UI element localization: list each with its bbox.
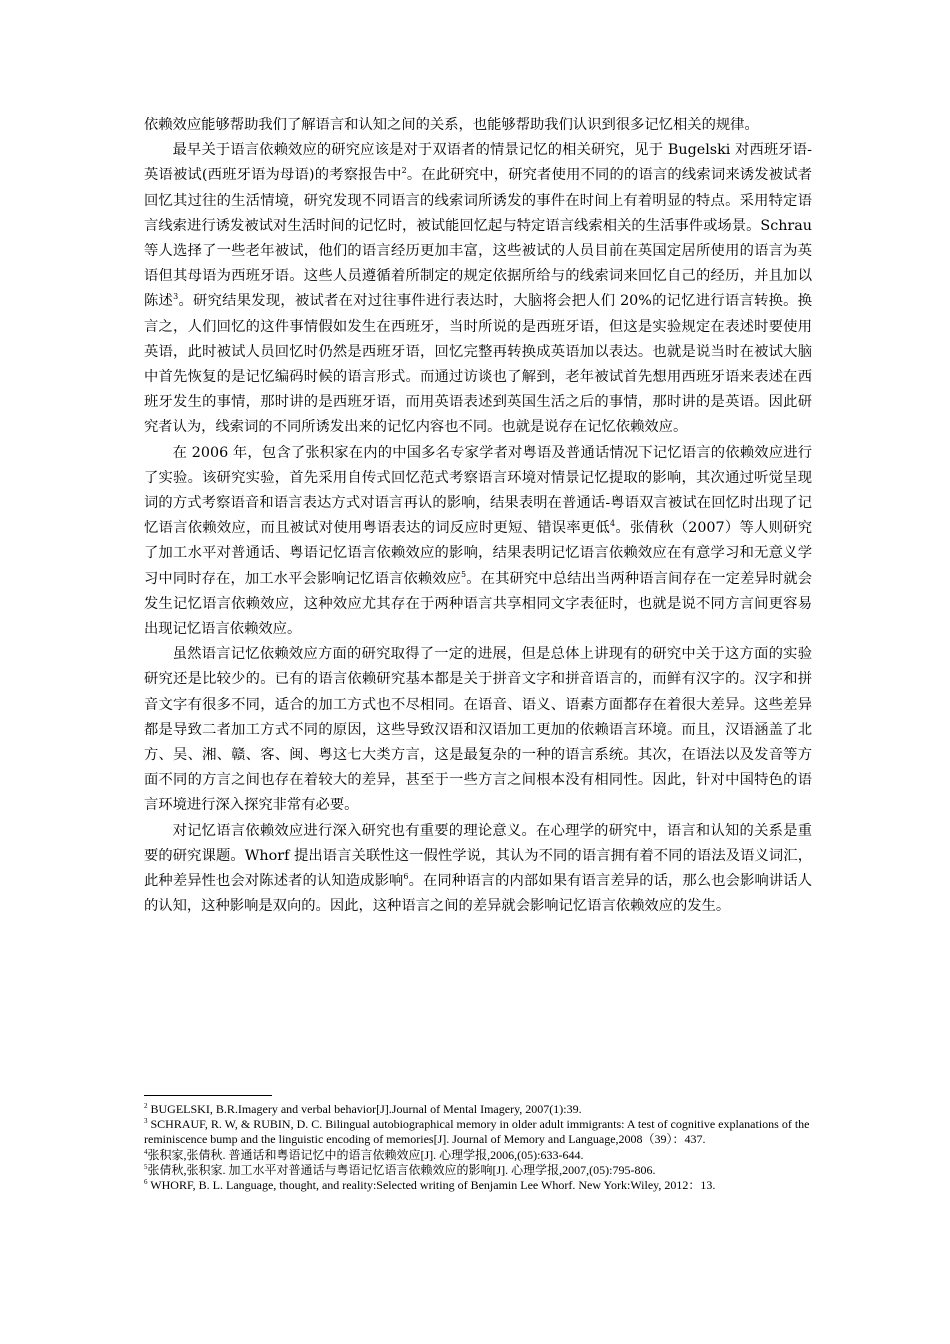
paragraph-3 [144,441,812,643]
footnote-number: 6 [144,1178,148,1187]
paragraph-text: 。在其研究中总结出当两种语言间存在一定差异时就会发生记忆语言依赖效应，这种效应尤其存在于两种语言共享相同文字表征时，也就是说不同方言间更容易出现记忆语言依赖效应。 [144,570,813,638]
paragraph-1 [144,113,812,138]
footnotes [144,1102,812,1193]
paragraph-text: 依赖效应能够帮助我们了解语言和认知之间的关系，也能够帮助我们认识到很多记忆相关的规律。 [144,117,759,133]
footnote-text: SCHRAUF, R. W, & RUBIN, D. C. Bilingual autobiographical memory in older adult immigrants: A test of cognitive explanations of the reminiscence bump and the linguistic encoding of memories[J]. Journal of Memory and Language,2008（39）：437. [144,1117,810,1147]
paragraph-text: 虽然语言记忆依赖效应方面的研究取得了一定的进展，但是总体上讲现有的研究中关于这方面的实验研究还是比较少的。已有的语言依赖研究基本都是关于拼音文字和拼音语言的，而鲜有汉字的。汉字和拼音文字有很多不同，适合的加工方式也不尽相同。在语音、语义、语素方面都存在着很大差异。这些差异都是导致二者加工方式不同的原因，这些导致汉语和汉语加工更加的依赖语言环境。而且，汉语涵盖了北方、吴、湘、赣、客、闽、粤这七大类方言，这是最复杂的一种的语言系统。其次，在语法以及发音等方面不同的方言之间也存在着较大的差异，甚至于一些方言之间根本没有相同性。因此，针对中国特色的语言环境进行深入探究非常有必要。 [144,646,812,814]
footnote-text: 张倩秋,张积家. 加工水平对普通话与粤语记忆语言依赖效应的影响[J]. 心理学报,2007,(05):795-806. [147,1162,656,1177]
paragraph-text: 最早关于语言依赖效应的研究应该是对于双语者的情景记忆的相关研究，见于 Bugelski 对西班牙语-英语被试(西班牙语为母语)的考察报告中 [144,142,812,184]
footnote-ref[interactable]: 3 [173,292,179,302]
footnote-4 [144,1148,812,1163]
footnote-2 [144,1102,812,1117]
footnote-ref[interactable]: 6 [403,872,409,882]
footnote-number: 5 [144,1162,148,1171]
footnote-text: 张积家,张倩秋. 普通话和粤语记忆中的语言依赖效应[J]. 心理学报,2006,(05):633-644. [147,1147,584,1162]
paragraph-text: 。张倩秋（2007）等人则研究了加工水平对普通话、粤语记忆语言依赖效应的影响，结果表明记忆语言依赖效应在有意学习和无意义学习中同时存在，加工水平会影响记忆语言依赖效应 [144,520,812,587]
footnote-6 [144,1178,812,1193]
paragraph-5 [144,819,812,920]
footnote-separator [144,1095,272,1096]
footnote-number: 3 [144,1117,148,1126]
footnote-text: WHORF, B. L. Language, thought, and reality:Selected writing of Benjamin Lee Whorf. New York:Wiley, 2012：13. [147,1178,716,1193]
paragraph-text: 。在同种语言的内部如果有语言差异的话，那么也会影响讲话人的认知，这种影响是双向的。因此，这种语言之间的差异就会影响记忆语言依赖效应的发生。 [144,873,813,915]
footnote-number: 4 [144,1147,148,1156]
footnote-ref[interactable]: 2 [401,166,407,176]
footnote-5 [144,1163,812,1178]
footnote-text: BUGELSKI, B.R.Imagery and verbal behavior[J].Journal of Mental Imagery, 2007(1):39. [147,1102,582,1116]
footnote-number: 2 [144,1102,148,1110]
paragraph-text: 。在此研究中，研究者使用不同的的语言的线索词来诱发被试者回忆其过往的生活情境，研究发现不同语言的线索词所诱发的事件在时间上有着明显的特点。采用特定语言线索进行诱发被试对生活时间的记忆时，被试能回忆起与特定语言线索相关的生活事件或场景。Schrau 等人选择了一些老年被试，他们的语言经历更加丰富，这些被试的人员目前在英国定居所使用的语言为英语但其母语为西班牙语。这些人员遵循着所制定的规定依据所给与的线索词来回忆自己的经历，并且加以陈述 [144,167,812,310]
paragraph-text: 对记忆语言依赖效应进行深入研究也有重要的理论意义。在心理学的研究中，语言和认知的关系是重要的研究课题。Whorf 提出语言关联性这一假性学说，其认为不同的语言拥有着不同的语法及语义词汇，此种差异性也会对陈述者的认知造成影响 [144,822,812,890]
footnote-ref[interactable]: 5 [461,569,467,579]
paragraph-4 [144,642,812,818]
paragraph-2 [144,138,812,440]
footnote-ref[interactable]: 4 [610,519,616,529]
paragraph-text: 。研究结果发现，被试者在对过往事件进行表达时，大脑将会把人们 20%的记忆进行语言转换。换言之，人们回忆的这件事情假如发生在西班牙，当时所说的是西班牙语，但这是实验规定在表述时要使用英语，此时被试人员回忆时仍然是西班牙语，回忆完整再转换成英语加以表达。也就是说当时在被试大脑中首先恢复的是记忆编码时候的语言形式。而通过访谈也了解到，老年被试首先想用西班牙语来表述在西班牙发生的事情，那时讲的是西班牙语，而用英语表述到英国生活之后的事情，那时讲的是英语。因此研究者认为，线索词的不同所诱发出来的记忆内容也不同。也就是说存在记忆依赖效应。 [144,293,812,436]
footnote-3 [144,1117,812,1147]
paragraph-text: 在 2006 年，包含了张积家在内的中国多名专家学者对粤语及普通话情况下记忆语言的依赖效应进行了实验。该研究实验，首先采用自传式回忆范式考察语言环境对情景记忆提取的影响，其次通过听觉呈现词的方式考察语音和语言表达方式对语言再认的影响，结果表明在普通话-粤语双言被试在回忆时出现了记忆语言依赖效应，而且被试对使用粤语表达的词反应时更短、错误率更低 [144,444,812,537]
document-body [144,113,812,920]
